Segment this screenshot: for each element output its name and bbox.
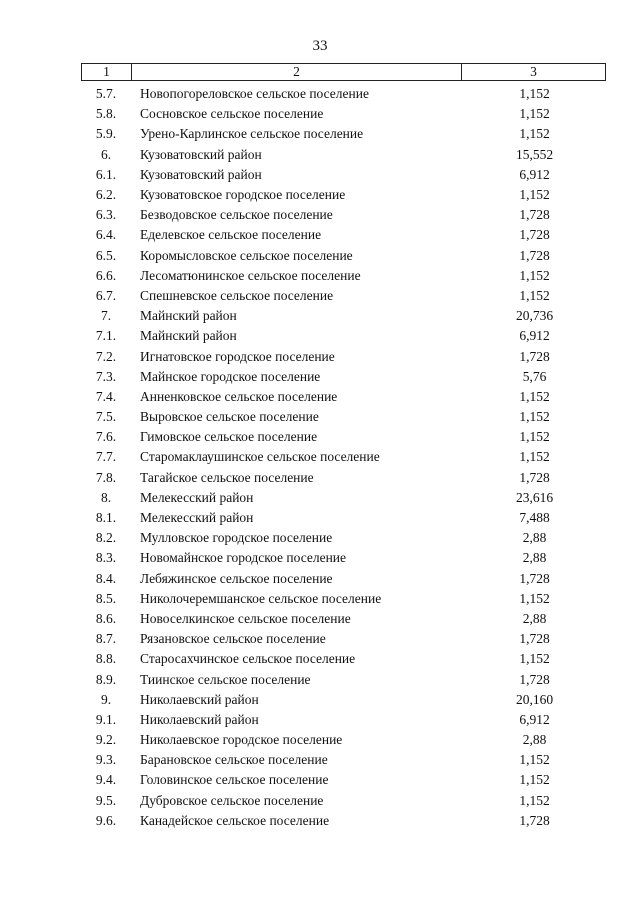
row-value: 6,912 [519, 328, 550, 344]
row-number: 5.9. [95, 126, 117, 142]
row-number: 7.1. [95, 328, 117, 344]
row-value: 1,728 [519, 812, 550, 828]
row-name: Николочеремшанское сельское поселение [140, 590, 382, 606]
row-value: 1,728 [519, 247, 550, 263]
table-row [81, 407, 606, 427]
row-number: 7. [100, 308, 112, 324]
row-name: Безводовское сельское поселение [140, 207, 333, 223]
table-row [81, 104, 606, 124]
table-row [81, 367, 606, 387]
table-row [81, 589, 606, 609]
table-row [81, 145, 606, 165]
row-name: Мелекесский район [140, 510, 254, 526]
table-row [81, 770, 606, 790]
row-name: Старосахчинское сельское поселение [140, 651, 356, 667]
row-number: 7.7. [95, 449, 117, 465]
table-row [81, 286, 606, 306]
row-value: 1,152 [519, 792, 550, 808]
row-name: Новоселкинское сельское поселение [140, 610, 351, 626]
row-number: 7.2. [95, 348, 117, 364]
row-number: 8.2. [95, 530, 117, 546]
table-row [81, 387, 606, 407]
table-row [81, 508, 606, 528]
row-name: Анненковское сельское поселение [140, 388, 338, 404]
row-name: Еделевское сельское поселение [140, 227, 322, 243]
row-name: Сосновское сельское поселение [140, 106, 324, 122]
row-number: 8.4. [95, 570, 117, 586]
row-name: Спешневское сельское поселение [140, 287, 334, 303]
row-name: Коромысловское сельское поселение [140, 247, 353, 263]
row-name: Старомаклаушинское сельское поселение [140, 449, 380, 465]
row-name: Дубровское сельское поселение [140, 792, 324, 808]
row-value: 1,728 [519, 227, 550, 243]
row-number: 7.4. [95, 388, 117, 404]
row-number: 8.5. [95, 590, 117, 606]
row-value: 7,488 [519, 510, 550, 526]
table-row [81, 730, 606, 750]
row-value: 1,728 [519, 207, 550, 223]
row-number: 8.7. [95, 631, 117, 647]
row-value: 20,160 [515, 691, 554, 707]
row-name: Тагайское сельское поселение [140, 469, 314, 485]
row-number: 8.3. [95, 550, 117, 566]
table-header [81, 63, 606, 81]
table-row [81, 569, 606, 589]
header-col-name: 2 [132, 64, 462, 80]
table-row [81, 266, 606, 286]
row-value: 1,152 [519, 651, 550, 667]
row-number: 6.1. [95, 166, 117, 182]
row-name: Лесоматюнинское сельское поселение [140, 267, 361, 283]
table-row [81, 609, 606, 629]
row-name: Кузоватовское городское поселение [140, 187, 346, 203]
row-number: 6. [100, 146, 112, 162]
row-value: 1,152 [519, 590, 550, 606]
row-number: 9.5. [95, 792, 117, 808]
row-value: 1,152 [519, 429, 550, 445]
table-row [81, 427, 606, 447]
page-number: 33 [312, 38, 328, 54]
table-row [81, 710, 606, 730]
row-name: Николаевский район [140, 691, 259, 707]
row-value: 20,736 [515, 308, 554, 324]
row-name: Головинское сельское поселение [140, 772, 329, 788]
table-row [81, 205, 606, 225]
row-number: 8. [100, 489, 112, 505]
table-row [81, 488, 606, 508]
row-name: Николаевский район [140, 711, 259, 727]
row-number: 8.9. [95, 671, 117, 687]
row-number: 9.6. [95, 812, 117, 828]
row-value: 1,152 [519, 388, 550, 404]
table-row [81, 84, 606, 104]
table-row [81, 326, 606, 346]
table-row [81, 165, 606, 185]
row-value: 1,152 [519, 86, 550, 102]
row-name: Кузоватовский район [140, 166, 262, 182]
table-row [81, 750, 606, 770]
row-number: 9.3. [95, 752, 117, 768]
row-number: 6.4. [95, 227, 117, 243]
table-row [81, 669, 606, 689]
row-value: 1,152 [519, 106, 550, 122]
table-row [81, 246, 606, 266]
table-row [81, 528, 606, 548]
row-value: 15,552 [515, 146, 554, 162]
row-value: 1,152 [519, 187, 550, 203]
row-name: Выровское сельское поселение [140, 409, 319, 425]
row-number: 8.6. [95, 610, 117, 626]
row-value: 2,88 [522, 530, 547, 546]
row-name: Рязановское сельское поселение [140, 631, 326, 647]
table-row [81, 548, 606, 568]
row-value: 1,728 [519, 469, 550, 485]
row-value: 23,616 [515, 489, 554, 505]
row-value: 6,912 [519, 166, 550, 182]
row-value: 1,152 [519, 409, 550, 425]
row-value: 1,152 [519, 752, 550, 768]
row-value: 5,76 [522, 368, 547, 384]
row-name: Мелекесский район [140, 489, 254, 505]
row-value: 2,88 [522, 610, 547, 626]
row-number: 9.2. [95, 732, 117, 748]
table-row [81, 346, 606, 366]
header-col-number: 1 [82, 64, 132, 80]
row-number: 9.1. [95, 711, 117, 727]
row-value: 2,88 [522, 732, 547, 748]
table-row [81, 306, 606, 326]
row-number: 8.1. [95, 510, 117, 526]
row-name: Николаевское городское поселение [140, 732, 343, 748]
header-col-value: 3 [530, 64, 537, 79]
row-value: 1,152 [519, 287, 550, 303]
row-number: 6.6. [95, 267, 117, 283]
row-value: 1,152 [519, 267, 550, 283]
row-number: 5.7. [95, 86, 117, 102]
row-value: 1,152 [519, 772, 550, 788]
row-name: Урено-Карлинское сельское поселение [140, 126, 364, 142]
row-name: Кузоватовский район [140, 146, 262, 162]
row-name: Тиинское сельское поселение [140, 671, 311, 687]
row-number: 9. [100, 691, 112, 707]
row-name: Лебяжинское сельское поселение [140, 570, 333, 586]
table-row [81, 629, 606, 649]
row-number: 8.8. [95, 651, 117, 667]
row-name: Барановское сельское поселение [140, 752, 328, 768]
row-value: 1,728 [519, 631, 550, 647]
row-number: 5.8. [95, 106, 117, 122]
row-value: 2,88 [522, 550, 547, 566]
row-number: 6.3. [95, 207, 117, 223]
row-number: 6.5. [95, 247, 117, 263]
row-number: 6.2. [95, 187, 117, 203]
row-name: Канадейское сельское поселение [140, 812, 330, 828]
row-number: 7.6. [95, 429, 117, 445]
table-row [81, 690, 606, 710]
table-row [81, 649, 606, 669]
row-number: 7.3. [95, 368, 117, 384]
row-name: Мулловское городское поселение [140, 530, 333, 546]
table-row [81, 811, 606, 831]
row-value: 1,728 [519, 348, 550, 364]
row-name: Майнский район [140, 308, 237, 324]
table-row [81, 468, 606, 488]
table-row [81, 124, 606, 144]
row-number: 9.4. [95, 772, 117, 788]
row-value: 1,152 [519, 126, 550, 142]
row-value: 6,912 [519, 711, 550, 727]
row-name: Гимовское сельское поселение [140, 429, 318, 445]
row-number: 7.5. [95, 409, 117, 425]
row-value: 1,728 [519, 570, 550, 586]
row-value: 1,152 [519, 449, 550, 465]
table-row [81, 185, 606, 205]
table-row [81, 225, 606, 245]
table-body [81, 84, 606, 831]
row-value: 1,728 [519, 671, 550, 687]
row-name: Игнатовское городское поселение [140, 348, 335, 364]
row-number: 6.7. [95, 287, 117, 303]
row-number: 7.8. [95, 469, 117, 485]
row-name: Новопогореловское сельское поселение [140, 86, 369, 102]
row-name: Новомайнское городское поселение [140, 550, 347, 566]
row-name: Майнский район [140, 328, 237, 344]
table-row [81, 791, 606, 811]
table-row [81, 447, 606, 467]
row-name: Майнское городское поселение [140, 368, 321, 384]
